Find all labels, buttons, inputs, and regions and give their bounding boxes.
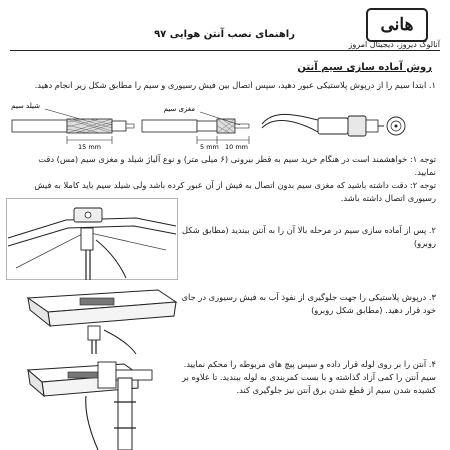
dim-15mm: 15 mm bbox=[78, 143, 102, 150]
cable-preparation-diagram bbox=[0, 100, 450, 150]
page-title: راهنمای نصب آنتن هوایی ۹۷ bbox=[154, 29, 295, 40]
step-2-text: ۲. پس از آماده سازی سیم در مرحله بالا آن را به آنتن ببندید (مطابق شکل روبرو) bbox=[181, 225, 436, 248]
brand-logo bbox=[366, 8, 428, 42]
plastic-cap-illustration bbox=[8, 280, 180, 354]
brand-tagline: آنالوگ دیروز، دیجیتال امروز bbox=[348, 40, 440, 49]
shield-label: شیلد سیم bbox=[11, 102, 40, 110]
cable-diagram-core bbox=[142, 105, 249, 150]
step-1-text: ۱. ابتدا سیم را از درپوش پلاستیکی عبور دهید، سپس اتصال بین فیش رسیوری و سیم را مطابق شکل زیر انجام دهید. bbox=[34, 80, 436, 90]
pipe-mount-illustration bbox=[14, 358, 174, 450]
note-2-text: توجه ۲: دقت داشته باشید که مغزی سیم بدون اتصال به فیش از آن عبور کرده باشد ولی شیلد سیم باید کاملا به فیش رسیوری اتصال داشته باشد. bbox=[34, 180, 436, 203]
section-title: روش آماده سازی سیم آنتن bbox=[297, 62, 432, 73]
dim-10mm: 10 mm bbox=[225, 143, 249, 150]
logo-text: هانی bbox=[380, 15, 414, 35]
step-4-text: ۴. آنتن را بر روی لوله قرار داده و سپس پیچ های مربوطه را محکم نمایید. سیم آنتن را کمی آزاد گذاشته و با بست کمربندی به لوله ببندید. تا علاوه بر کشیده شدن سیم از قطع شدن برق آنتن نیز جلوگیری کند. bbox=[182, 359, 436, 395]
receiver-connector-diagram bbox=[262, 114, 405, 136]
cable-diagram-shield bbox=[11, 102, 134, 150]
antenna-cable-attach-illustration bbox=[6, 198, 178, 280]
dim-5mm: 5 mm bbox=[200, 143, 219, 150]
step-3-text: ۳. درپوش پلاستیکی را جهت جلوگیری از نفوذ آب به فیش رسیوری در جای خود قرار دهید. (مطابق شکل روبرو) bbox=[181, 292, 436, 315]
note-1-text: توجه ۱: خواهشمند است در هنگام خرید سیم به قطر بیرونی (۶ میلی متر) و نوع آلیاژ شیلد و مغزی سیم (مس) دقت نمایید. bbox=[38, 154, 436, 177]
core-label: مغزی سیم bbox=[163, 105, 195, 113]
header-divider bbox=[10, 50, 440, 51]
